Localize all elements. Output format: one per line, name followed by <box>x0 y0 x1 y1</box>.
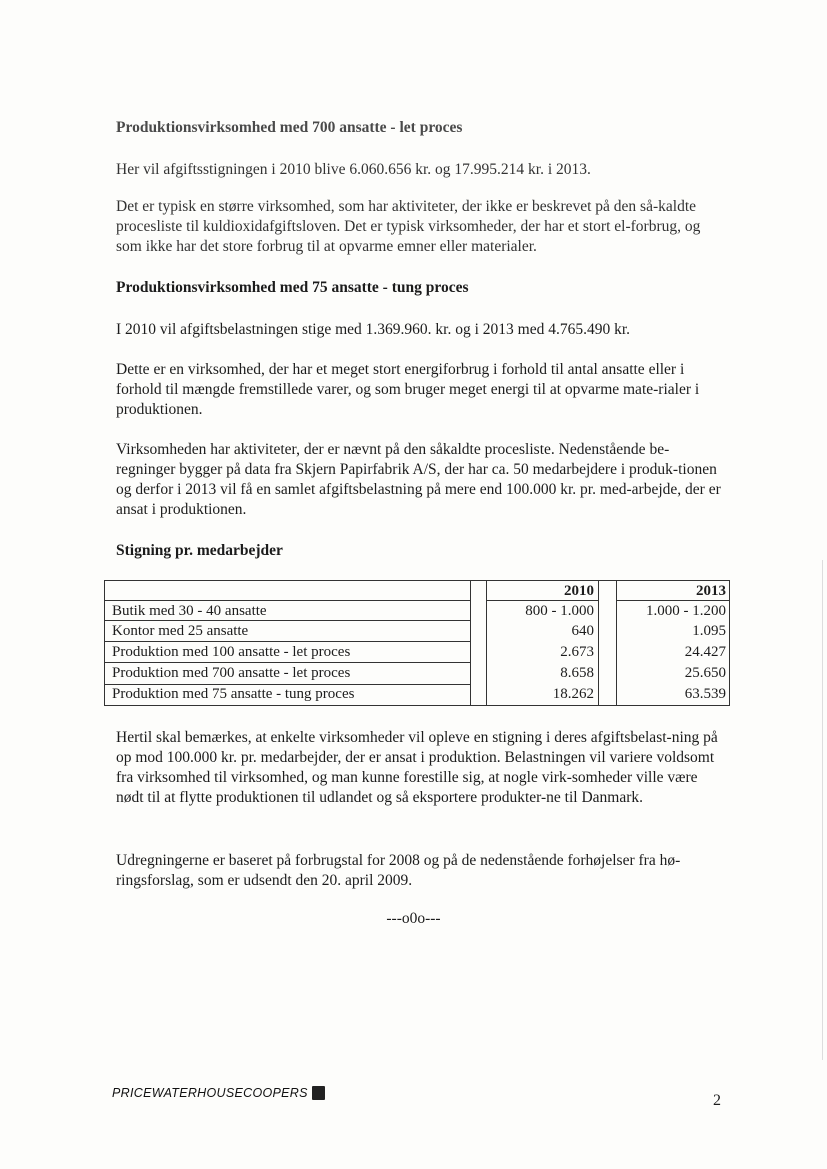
heading-increase-per-employee: Stigning pr. medarbejder <box>116 542 283 559</box>
increase-table <box>104 580 730 706</box>
table-row <box>104 642 730 662</box>
paragraph-procesliste: Virksomheden har aktiviteter, der er nævnt på den såkaldte procesliste. Nedenstående be-regninger bygger på data fra Skjern Papirfabrik A/S, der har ca. 50 medarbejdere i produk-tionen og derfor i 2013 vil få en samlet afgiftsbelastning på mere end 100.000 kr. pr. med-arbejde, der er ansat i produktionen. <box>116 441 721 518</box>
section-separator: ---o0o--- <box>386 910 441 927</box>
value-2013: 1.095 <box>692 623 726 639</box>
page-number: 2 <box>713 1092 721 1109</box>
row-label: Kontor med 25 ansatte <box>112 623 249 639</box>
paragraph-700-description: Det er typisk en større virksomhed, som har aktiviteter, der ikke er beskrevet på den så-kaldte procesliste til kuldioxidafgiftsloven. Det er typisk virksomheder, der har et stort el-forbrug, og som ikke har det store forbrug til at opvarme emner eller materialer. <box>116 198 701 255</box>
value-2010: 800 - 1.000 <box>525 603 594 619</box>
value-2010: 2.673 <box>560 644 594 660</box>
paragraph-75-increase: I 2010 vil afgiftsbelastningen stige med 1.369.960. kr. og i 2013 med 4.765.490 kr. <box>116 321 631 338</box>
header-2013: 2013 <box>696 583 726 599</box>
value-2013: 24.427 <box>684 644 726 660</box>
paragraph-remarks: Hertil skal bemærkes, at enkelte virksomheder vil opleve en stigning i deres afgiftsbelast-ning på op mod 100.000 kr. pr. medarbejder, der er ansat i produktion. Belastningen vil variere voldsomt fra virksomhed til virksomhed, og man kunne forestille sig, at nogle virk-somheder ville være nødt til at flytte produktionen til udlandet og så eksportere produkter-ne til Danmark. <box>116 729 718 806</box>
paragraph-calculation-basis: Udregningerne er baseret på forbrugstal for 2008 og på de nedenstående forhøjelser fra hø-ringsforslag, som er udsendt den 20. april 2009. <box>116 852 681 889</box>
table-row <box>104 601 730 621</box>
heading-75-employees: Produktionsvirksomhed med 75 ansatte - tung proces <box>116 279 469 296</box>
table-row <box>104 684 730 704</box>
scan-edge-line <box>822 560 823 1060</box>
logo-mark-icon <box>312 1086 325 1100</box>
table-row <box>104 621 730 641</box>
paragraph-700-increase: Her vil afgiftsstigningen i 2010 blive 6.060.656 kr. og 17.995.214 kr. i 2013. <box>116 161 591 178</box>
table-header-row <box>104 581 730 601</box>
pwc-logo <box>112 1086 325 1100</box>
value-2013: 1.000 - 1.200 <box>646 603 726 619</box>
value-2010: 8.658 <box>560 665 594 681</box>
value-2010: 18.262 <box>552 686 594 702</box>
logo-text: PRICEWATERHOUSECOOPERS <box>112 1086 308 1100</box>
row-label: Produktion med 100 ansatte - let proces <box>112 644 351 660</box>
header-2010: 2010 <box>564 583 594 599</box>
value-2010: 640 <box>571 623 594 639</box>
heading-700-employees: Produktionsvirksomhed med 700 ansatte - let proces <box>116 119 463 136</box>
value-2013: 25.650 <box>684 665 726 681</box>
value-2013: 63.539 <box>684 686 726 702</box>
table-row <box>104 663 730 683</box>
row-label: Produktion med 75 ansatte - tung proces <box>112 686 355 702</box>
row-label: Butik med 30 - 40 ansatte <box>112 603 267 619</box>
paragraph-75-description: Dette er en virksomhed, der har et meget stort energiforbrug i forhold til antal ansatte eller i forhold til mængde fremstillede varer, og som bruger meget energi til at opvarme mate-rialer i produktionen. <box>116 361 700 418</box>
row-label: Produktion med 700 ansatte - let proces <box>112 665 351 681</box>
